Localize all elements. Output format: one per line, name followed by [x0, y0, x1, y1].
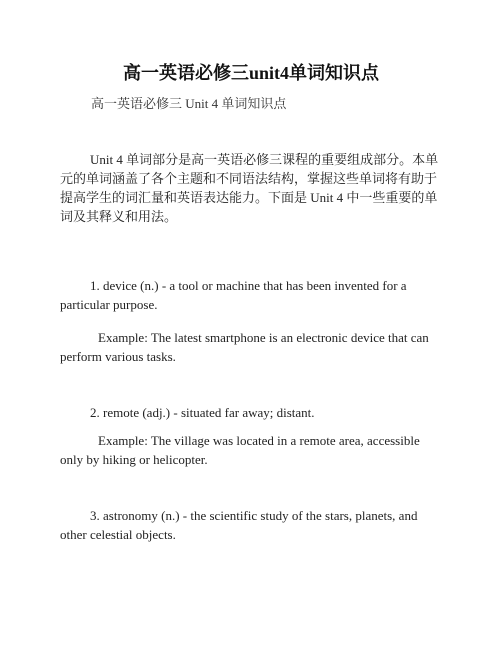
document-title: 高一英语必修三unit4单词知识点 — [122, 63, 379, 83]
intro-paragraph: Unit 4 单词部分是高一英语必修三课程的重要组成部分。本单元的单词涵盖了各个主题和不同语法结构，掌握这些单词将有助于提高学生的词汇量和英语表达能力。下面是 Unit 4 中一些重要的单词及其释义和用法。 — [60, 152, 439, 224]
vocab-entry-astronomy: 3. astronomy (n.) - the scientific study of the stars, planets, and other celestial objects. — [60, 508, 418, 542]
vocab-entry-remote: 2. remote (adj.) - situated far away; distant. — [90, 405, 315, 420]
vocab-entry-device: 1. device (n.) - a tool or machine that has been invented for a particular purpose. — [60, 278, 407, 312]
vocab-example-device: Example: The latest smartphone is an electronic device that can perform various tasks. — [60, 330, 429, 364]
document-subtitle: 高一英语必修三 Unit 4 单词知识点 — [91, 96, 287, 111]
vocab-example-remote: Example: The village was located in a remote area, accessible only by hiking or helicopter. — [60, 433, 420, 467]
